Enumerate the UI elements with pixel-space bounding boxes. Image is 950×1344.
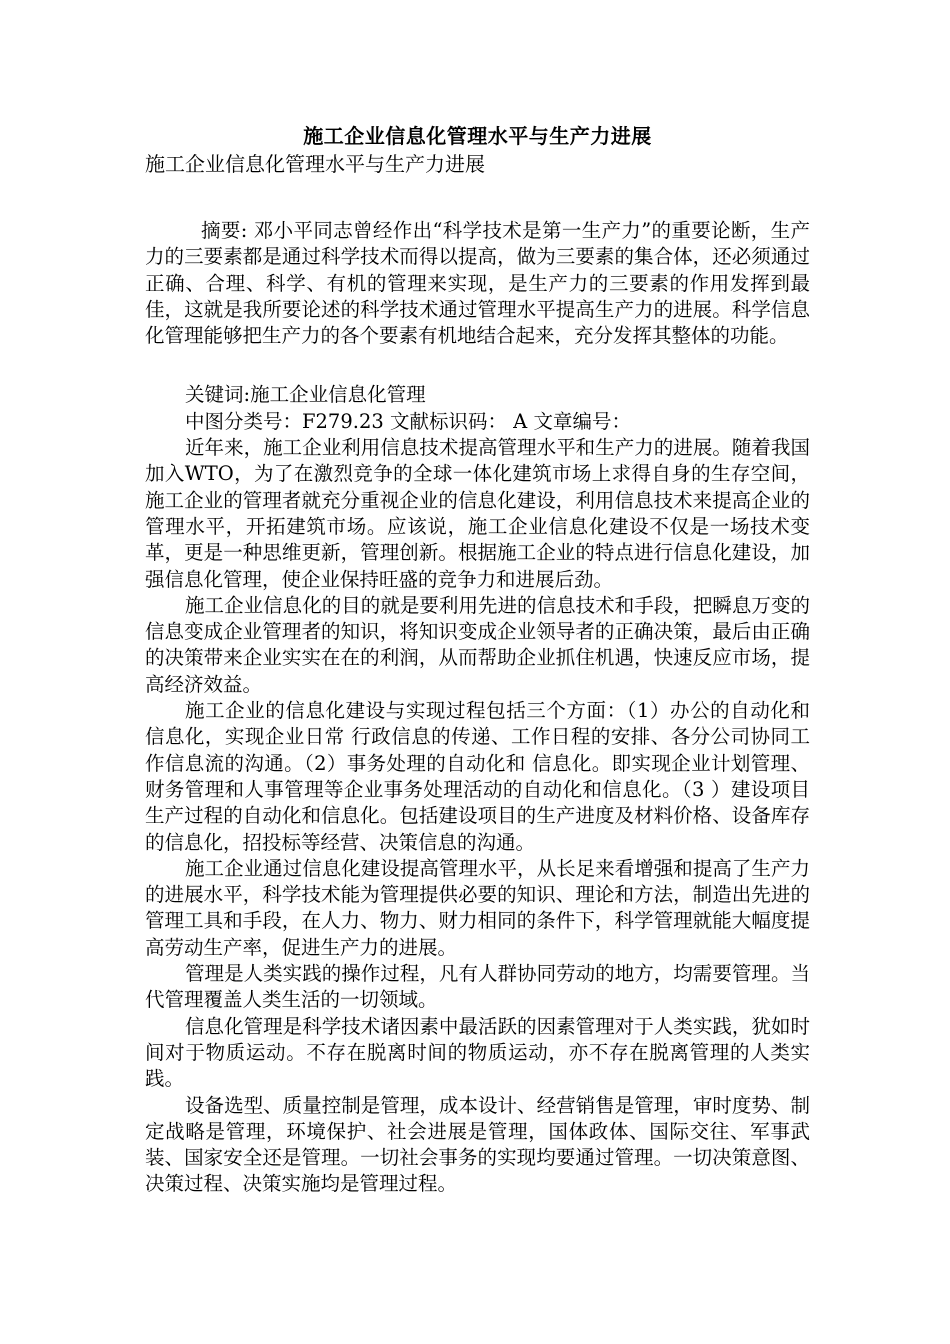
body-paragraph-7: 设备选型、质量控制是管理，成本设计、经营销售是管理，审时度势、制定战略是管理，环境保护、社会进展是管理，国体政体、国际交往、军事武装、国家安全还是管理。一切社会事务的实现均要通过管理。一切决策意图、决策过程、决策实施均是管理过程。 (145, 1093, 810, 1196)
document-page (145, 122, 810, 1198)
spacer (145, 349, 810, 382)
classification-line: 中图分类号：F279.23 文献标识码： A 文章编号： (185, 409, 631, 433)
document-subtitle: 施工企业信息化管理水平与生产力进展 (145, 152, 485, 176)
body-paragraph-5: 管理是人类实践的操作过程，凡有人群协同劳动的地方，均需要管理。当代管理覆盖人类生活的一切领域。 (145, 962, 810, 1012)
body-paragraph-1: 近年来，施工企业利用信息技术提高管理水平和生产力的进展。随着我国加入WTO，为了在激烈竞争的全球一体化建筑市场上求得自身的生存空间，施工企业的管理者就充分重视企业的信息化建设，利用信息技术来提高企业的管理水平，开拓建筑市场。应该说，施工企业信息化建设不仅是一场技术变革，更是一种思维更新，管理创新。根据施工企业的特点进行信息化建设，加强信息化管理，使企业保持旺盛的竞争力和进展后劲。 (145, 436, 810, 591)
body-paragraph-4: 施工企业通过信息化建设提高管理水平，从长足来看增强和提高了生产力的进展水平，科学技术能为管理提供必要的知识、理论和方法，制造出先进的管理工具和手段，在人力、物力、财力相同的条件下，科学管理就能大幅度提高劳动生产率，促进生产力的进展。 (145, 856, 810, 959)
abstract-paragraph: 摘要: 邓小平同志曾经作出“科学技术是第一生产力”的重要论断，生产力的三要素都是通过科学技术而得以提高，做为三要素的集合体，还必须通过正确、合理、科学、有机的管理来实现，是生产力的三要素的作用发挥到最佳，这就是我所要论述的科学技术通过管理水平提高生产力的进展。科学信息化管理能够把生产力的各个要素有机地结合起来，充分发挥其整体的功能。 (145, 219, 810, 348)
body-paragraph-2: 施工企业信息化的目的就是要利用先进的信息技术和手段，把瞬息万变的信息变成企业管理者的知识，将知识变成企业领导者的正确决策，最后由正确的决策带来企业实实在在的利润，从而帮助企业抓住机遇，快速反应市场，提高经济效益。 (145, 593, 810, 696)
keywords-line: 关键词:施工企业信息化管理 (185, 383, 426, 407)
body-paragraph-3: 施工企业的信息化建设与实现过程包括三个方面：（1）办公的自动化和信息化，实现企业日常 行政信息的传递、工作日程的安排、各分公司协同工作信息流的沟通。（2）事务处理的自动化和 信息化。即实现企业计划管理、财务管理和人事管理等企业事务处理活动的自动化和信息化。（3 ）建设项目生产过程的自动化和信息化。包括建设项目的生产进度及材料价格、设备库存的信息化，招投标等经营、决策信息的沟通。 (145, 699, 810, 854)
body-paragraph-6: 信息化管理是科学技术诸因素中最活跃的因素管理对于人类实践，犹如时间对于物质运动。不存在脱离时间的物质运动，亦不存在脱离管理的人类实践。 (145, 1014, 810, 1091)
document-title: 施工企业信息化管理水平与生产力进展 (303, 124, 652, 148)
spacer (145, 178, 810, 218)
